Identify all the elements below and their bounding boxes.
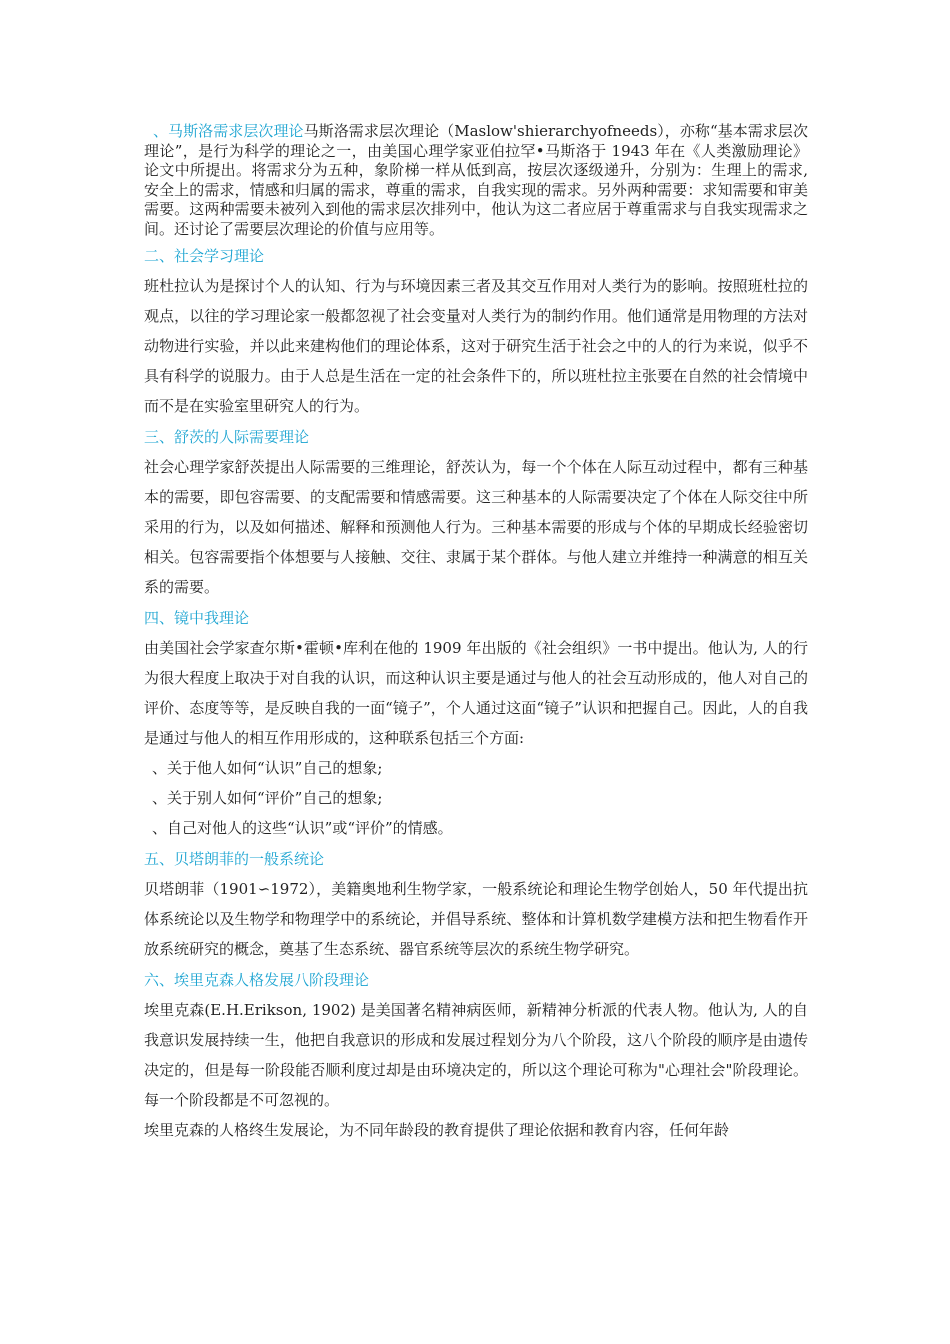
section-heading-social-learning: 二、社会学习理论: [144, 246, 265, 265]
section-body-erikson-continued: 埃里克森的人格终生发展论，为不同年龄段的教育提供了理论依据和教育内容，任何年龄: [144, 1120, 730, 1139]
list-item: 、自己对他人的这些“认识”或“评价”的情感。: [152, 818, 453, 837]
maslow-body: 马斯洛需求层次理论（Maslow'shierarchyofneeds），亦称“基本需求层次理论”，是行为科学的理论之一，由美国心理学家亚伯拉罕•马斯洛于 1943 年在《人类激励理论》论文中所提出。将需求分为五种，象阶梯一样从低到高，按层次逐级递升，分别为：生理上的需求, 安全上的需求，情感和归属的需求，尊重的需求，自我实现的需求。另外两种需要：求知需要和审美需要。这两种需要未被列入到他的需求层次排列中，他认为这二者应居于尊重需求与自我实现需求之间。还讨论了需要层次理论的价值与应用等。: [144, 122, 808, 238]
list-item: 、关于别人如何“评价”自己的想象;: [152, 788, 383, 807]
section-body-schutz: 社会心理学家舒茨提出人际需要的三维理论，舒茨认为，每一个个体在人际互动过程中，都有三种基本的需要，即包容需要、的支配需要和情感需要。这三种基本的人际需要决定了个体在人际交往中所采用的行为，以及如何描述、解释和预测他人行为。三种基本需要的形成与个体的早期成长经验密切相关。包容需要指个体想要与人接触、交往、隶属于某个群体。与他人建立并维持一种满意的相互关系的需要。: [144, 457, 808, 596]
section-heading-schutz: 三、舒茨的人际需要理论: [144, 427, 310, 446]
section-heading-looking-glass: 四、镜中我理论: [144, 608, 250, 627]
section-heading-bertalanffy: 五、贝塔朗菲的一般系统论: [144, 849, 325, 868]
maslow-heading: 、马斯洛需求层次理论: [153, 122, 304, 140]
section-heading-erikson: 六、埃里克森人格发展八阶段理论: [144, 970, 370, 989]
section-body-looking-glass: 由美国社会学家查尔斯•霍顿•库利在他的 1909 年出版的《社会组织》一书中提出。他认为, 人的行为很大程度上取决于对自我的认识，而这种认识主要是通过与他人的社会互动形成的，他人对自己的评价、态度等等，是反映自我的一面“镜子”，个人通过这面“镜子”认识和把握自己。因此，人的自我是通过与他人的相互作用形成的，这种联系包括三个方面:: [144, 638, 808, 747]
section-body-erikson: 埃里克森(E.H.Erikson, 1902) 是美国著名精神病医师，新精神分析派的代表人物。他认为, 人的自我意识发展持续一生，他把自我意识的形成和发展过程划分为八个阶段，这八个阶段的顺序是由遗传决定的，但是每一阶段能否顺利度过却是由环境决定的，所以这个理论可称为"心理社会"阶段理论。每一个阶段都是不可忽视的。: [144, 1000, 808, 1109]
section-body-bertalanffy: 贝塔朗菲（1901∽1972），美籍奥地利生物学家，一般系统论和理论生物学创始人，50 年代提出抗体系统论以及生物学和物理学中的系统论，并倡导系统、整体和计算机数学建模方法和把生物看作开放系统研究的概念，奠基了生态系统、器官系统等层次的系统生物学研究。: [144, 879, 808, 958]
list-item: 、关于他人如何“认识”自己的想象;: [152, 758, 383, 777]
document-page: [144, 122, 808, 1145]
section-body-social-learning: 班杜拉认为是探讨个人的认知、行为与环境因素三者及其交互作用对人类行为的影响。按照班杜拉的观点，以往的学习理论家一般都忽视了社会变量对人类行为的制约作用。他们通常是用物理的方法对动物进行实验，并以此来建构他们的理论体系，这对于研究生活于社会之中的人的行为来说，似乎不具有科学的说服力。由于人总是生活在一定的社会条件下的，所以班杜拉主张要在自然的社会情境中而不是在实验室里研究人的行为。: [144, 276, 808, 415]
intro-paragraph: [144, 122, 808, 240]
